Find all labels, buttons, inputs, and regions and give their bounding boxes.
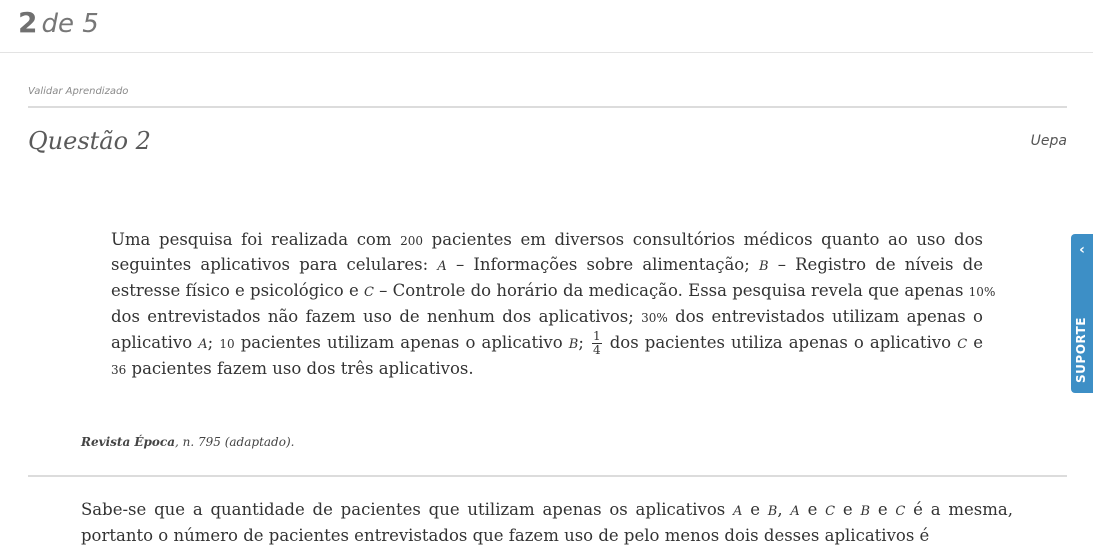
reference-journal: Revista Época xyxy=(81,435,176,449)
math-number: 10 xyxy=(219,337,235,351)
divider xyxy=(28,106,1067,108)
top-bar xyxy=(0,0,1093,53)
prompt-line: Sabe-se que a quantidade de pacientes que utilizam apenas os aplicativos A e B, A e C e B e C é a mesma, xyxy=(81,500,1013,519)
support-label: SUPORTE xyxy=(1074,317,1088,383)
stem-line: estresse físico e psicológico e C – Controle do horário da medicação. Essa pesquisa revela que apenas 10% xyxy=(111,281,996,300)
current-question-number: 2 xyxy=(18,6,38,39)
question-prompt xyxy=(81,498,1013,548)
breadcrumb: Validar Aprendizado xyxy=(28,86,129,97)
stem-line: Uma pesquisa foi realizada com 200 pacientes em diversos consultórios médicos quanto ao uso dos xyxy=(111,230,983,249)
math-number: 10% xyxy=(968,285,996,299)
math-number: 36 xyxy=(111,363,127,377)
question-title: Questão 2 xyxy=(28,127,151,155)
math-variable: B xyxy=(568,337,579,352)
math-variable: A xyxy=(790,504,800,519)
math-variable: A xyxy=(198,337,208,352)
total-questions: de 5 xyxy=(41,9,99,39)
divider xyxy=(28,475,1067,477)
math-variable: B xyxy=(767,504,778,519)
math-variable: C xyxy=(363,285,374,300)
math-variable: C xyxy=(825,504,836,519)
math-variable: C xyxy=(895,504,906,519)
prompt-line: portanto o número de pacientes entrevistados que fazem uso de pelo menos dois desses aplicativos é xyxy=(81,526,930,545)
math-number: 200 xyxy=(400,234,424,248)
math-variable: B xyxy=(860,504,871,519)
question-counter xyxy=(18,6,99,39)
reference-detail: , n. 795 (adaptado). xyxy=(175,435,295,449)
stem-line: seguintes aplicativos para celulares: A – Informações sobre alimentação; B – Registro de níveis de xyxy=(111,255,984,274)
math-variable: C xyxy=(957,337,968,352)
question-source: Uepa xyxy=(1030,133,1067,149)
stem-line: aplicativo A; 10 pacientes utilizam apenas o aplicativo B; $\frac{1}{4}$ dos pacientes utiliza apenas o aplicativo C e xyxy=(111,329,983,357)
question-stem xyxy=(111,228,996,382)
chevron-left-icon[interactable]: ‹ xyxy=(1079,242,1085,258)
stem-line: dos entrevistados não fazem uso de nenhum dos aplicativos; 30% dos entrevistados utilizam apenas o xyxy=(111,307,983,326)
stem-line: 36 pacientes fazem uso dos três aplicativos. xyxy=(111,359,474,378)
math-variable: A xyxy=(437,259,447,274)
support-tab[interactable] xyxy=(1071,234,1093,393)
math-fraction: $\frac{1}{4}$ xyxy=(592,329,601,357)
math-variable: A xyxy=(733,504,743,519)
math-number: 30% xyxy=(641,311,668,325)
reference xyxy=(81,435,294,449)
math-variable: B xyxy=(758,259,769,274)
